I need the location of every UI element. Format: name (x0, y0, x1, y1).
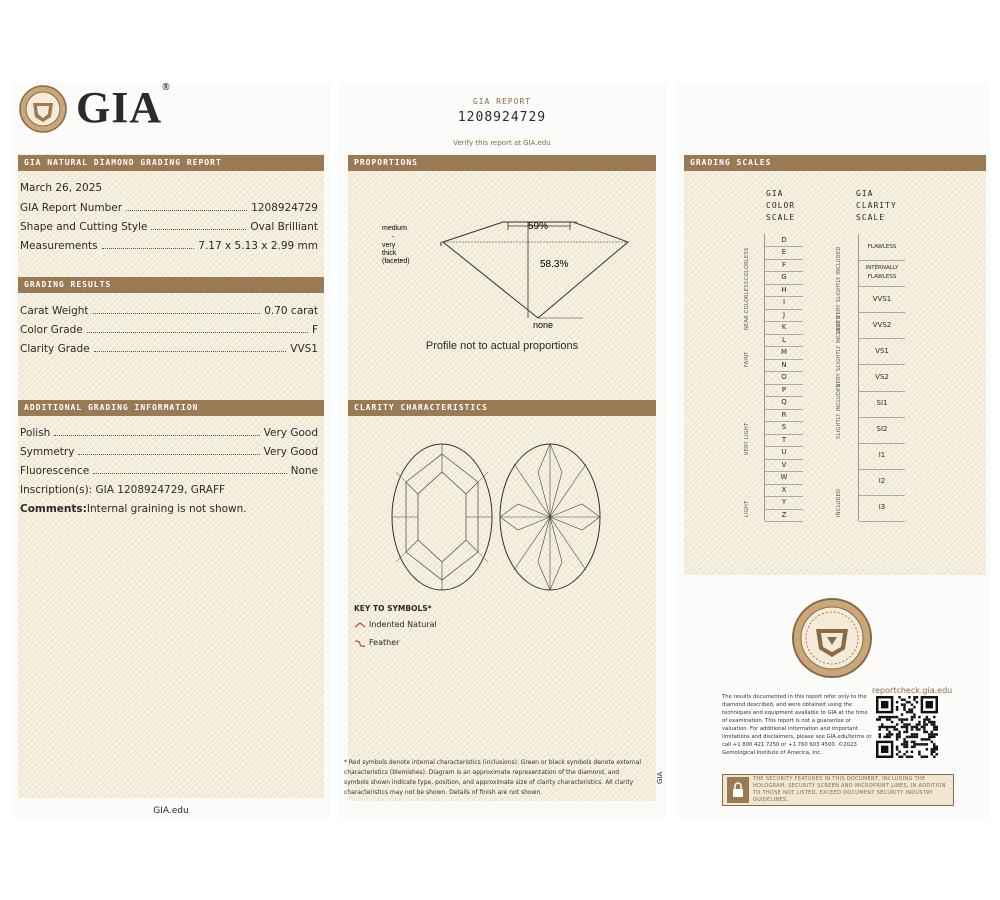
girdle-label-4: thick (382, 250, 397, 257)
side-mark: GIA (656, 771, 664, 784)
color-group-label: LIGHT (744, 500, 750, 517)
color-grade-cell: T (765, 434, 803, 447)
feather-icon (354, 639, 366, 647)
row-inscription: Inscription(s): GIA 1208924729, GRAFF (20, 484, 226, 496)
lock-icon (727, 777, 749, 803)
clarity-group-label: SLIGHTLY INCLUDED (836, 382, 842, 439)
proportions-diagram (378, 212, 638, 332)
color-grade-cell: R (765, 409, 803, 422)
color-grade-cell: D (765, 234, 803, 247)
clarity-grade-cell: FLAWLESS (859, 234, 905, 261)
clarity-scale (858, 234, 905, 521)
color-group-label: COLORLESS (744, 247, 750, 280)
row-report-number: GIA Report Number 1208924729 (20, 202, 318, 214)
clarity-group-label: INCLUDED (836, 488, 842, 517)
clarity-grade-cell: VS1 (859, 338, 905, 365)
section-header-clarity: CLARITY CHARACTERISTICS (348, 400, 656, 416)
color-grade-cell: J (765, 309, 803, 322)
profile-note: Profile not to actual proportions (425, 340, 579, 352)
row-comments: Comments: Internal graining is not shown. (20, 503, 247, 515)
color-grade-cell: L (765, 334, 803, 347)
color-group-label: NEAR COLORLESS (744, 280, 750, 330)
key-to-symbols-title: KEY TO SYMBOLS* (354, 604, 432, 613)
clarity-group-label: VERY SLIGHTLY INCLUDED (836, 314, 842, 387)
crown-plot-diagram (390, 442, 494, 592)
color-grade-cell: N (765, 359, 803, 372)
color-grade-cell: P (765, 384, 803, 397)
color-grade-cell: E (765, 246, 803, 259)
clarity-grade-cell: I1 (859, 443, 905, 470)
table-percent: 59% (528, 221, 549, 232)
row-symmetry: Symmetry Very Good (20, 446, 318, 458)
gia-seal-icon (791, 597, 873, 679)
color-grade-cell: Q (765, 396, 803, 409)
row-clarity: Clarity Grade VVS1 (20, 343, 318, 355)
report-date: March 26, 2025 (20, 182, 103, 194)
footer-url: GIA.edu (153, 806, 189, 816)
row-polish: Polish Very Good (20, 427, 318, 439)
girdle-label-2: - (392, 234, 395, 241)
girdle-label-5: (faceted) (382, 258, 410, 265)
security-notice (722, 774, 954, 806)
color-scale-title: GIA COLOR SCALE (766, 189, 796, 222)
row-measurements: Measurements 7.17 x 5.13 x 2.99 mm (20, 240, 318, 252)
girdle-label-3: very (382, 242, 396, 249)
key-item-indented-natural: Indented Natural (354, 620, 437, 629)
section-header-grading-scales: GRADING SCALES (684, 155, 986, 171)
reportcheck-url: reportcheck.gia.edu (872, 686, 953, 695)
row-fluorescence: Fluorescence None (20, 465, 318, 477)
color-grade-cell: U (765, 446, 803, 459)
gia-seal-icon (18, 84, 68, 134)
color-group-label: VERY LIGHT (744, 422, 750, 455)
color-grade-cell: H (765, 284, 803, 297)
depth-percent: 58.3% (540, 259, 569, 270)
report-number: 1208924729 (457, 110, 547, 125)
pavilion-plot-diagram (498, 442, 602, 592)
clarity-grade-cell: VS2 (859, 364, 905, 391)
key-item-feather: Feather (354, 638, 399, 647)
color-grade-cell: Y (765, 496, 803, 509)
clarity-grade-cell: VVS1 (859, 286, 905, 313)
color-grade-cell: K (765, 321, 803, 334)
verify-text: Verify this report at GIA.edu (453, 139, 551, 147)
color-grade-cell: S (765, 421, 803, 434)
indented-natural-icon (354, 621, 366, 629)
clarity-scale-title: GIA CLARITY SCALE (856, 189, 897, 222)
color-grade-cell: V (765, 459, 803, 472)
culet-label: none (533, 320, 554, 330)
clarity-grade-cell: VVS2 (859, 312, 905, 339)
report-right-panel (676, 82, 990, 818)
color-grade-cell: W (765, 471, 803, 484)
color-scale (764, 234, 803, 521)
color-grade-cell: F (765, 259, 803, 272)
color-grade-cell: G (765, 271, 803, 284)
clarity-footnote: * Red symbols denote internal characteristics (inclusions). Green or black symbols denote external characteristics (blemishes). Diagram is an approximate representation of the diamond, and symbols shown indicate type, position, and approximate size of clarity characteristics. All clarity characteristics may not be shown. Details of finish are not shown. (344, 759, 642, 796)
qr-code-icon[interactable] (876, 696, 938, 758)
section-header-grading-results: GRADING RESULTS (18, 277, 324, 293)
color-grade-cell: Z (765, 509, 803, 522)
disclaimer-text: The results documented in this report refer only to the diamond described, and were obtained using the techniques and equipment available to GIA at the time of examination. This report is not a guarantee or valuation. For additional information and important limitations and disclaimers, please see GIA.edu/terms or call +1 800 421 7250 or +1 760 603 4500. ©2023 Gemological Institute of America, Inc. (722, 694, 872, 756)
report-left-panel (12, 82, 330, 818)
clarity-grade-cell: INTERNALLY FLAWLESS (859, 260, 905, 287)
color-group-label: FAINT (744, 351, 750, 368)
section-header-additional: ADDITIONAL GRADING INFORMATION (18, 400, 324, 416)
security-notice-text: THE SECURITY FEATURES IN THIS DOCUMENT, INCLUDING THE HOLOGRAM, SECURITY SCREEN AND MICROPRINT LINES, IN ADDITION TO THOSE NOT LISTED, EXCEED DOCUMENT SECURITY INDUSTRY GUIDELINES. (753, 776, 946, 803)
row-shape: Shape and Cutting Style Oval Brilliant (20, 221, 318, 233)
girdle-label-1: medium (382, 225, 407, 232)
report-middle-panel (338, 82, 666, 818)
section-header-report: GIA NATURAL DIAMOND GRADING REPORT (18, 155, 324, 171)
clarity-group-label: VERY VERY SLIGHTLY INCLUDED (836, 246, 842, 335)
color-grade-cell: O (765, 371, 803, 384)
clarity-grade-cell: SI2 (859, 417, 905, 444)
security-background (684, 155, 986, 575)
gia-logo-text: GIA® (76, 82, 171, 132)
clarity-grade-cell: I3 (859, 495, 905, 522)
report-label: GIA REPORT (472, 97, 532, 106)
color-grade-cell: X (765, 484, 803, 497)
color-grade-cell: I (765, 296, 803, 309)
section-header-proportions: PROPORTIONS (348, 155, 656, 171)
clarity-grade-cell: I2 (859, 469, 905, 496)
row-carat: Carat Weight 0.70 carat (20, 305, 318, 317)
color-grade-cell: M (765, 346, 803, 359)
row-color: Color Grade F (20, 324, 318, 336)
clarity-grade-cell: SI1 (859, 391, 905, 418)
